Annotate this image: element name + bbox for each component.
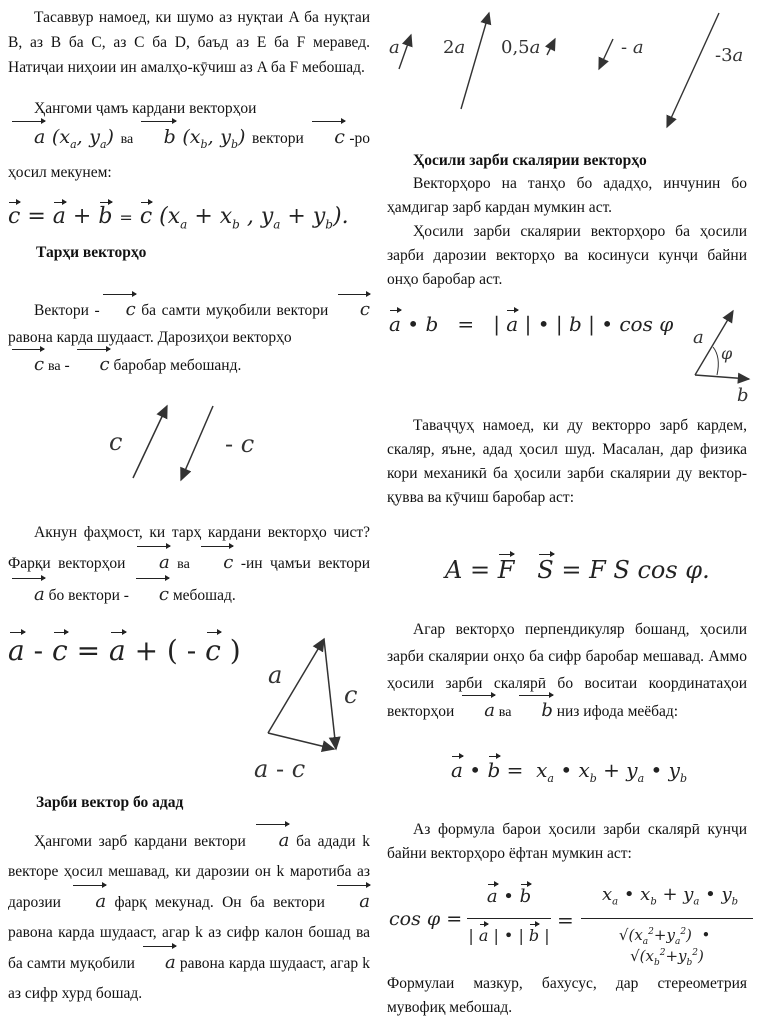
formula-vector-difference: a - c = a + ( - c ): [8, 634, 241, 667]
vector-minus-c-arrow: [181, 406, 213, 480]
label-a-minus-c: a - c: [254, 755, 306, 783]
label-c: c: [109, 428, 123, 456]
svg-text:-3a: -3a: [715, 45, 744, 66]
formula-vector-sum: c = a + b = c ($x_a + x_b$ , $y_a + y_b$).: [8, 204, 349, 232]
heading-dot-product: Ҳосили зарби скалярии векторҳо: [413, 152, 647, 169]
formula-dot-product-coordinates: a • $b = x_a$ • $x_b + y_a$ • $y_b$: [451, 758, 687, 785]
heading-vector-subtraction: Тарҳи векторҳо: [36, 244, 147, 261]
svg-text:- a: - a: [621, 37, 644, 58]
paragraph-stereometry: Формулаи мазкур, бахусус, дар стереометрия мувофиқ мебошад.: [387, 975, 747, 1016]
svg-text:a: a: [693, 327, 704, 348]
diagram-difference-triangle: [250, 625, 360, 785]
heading-vector-scalar-multiplication: Зарби вектор бо адад: [36, 794, 184, 811]
formula-cosine-angle: cos φ = a • b | a | • | b | = $x_a$ • $x_b + y_a$ • $y_b$ $√(x_a^2+y_a^2)$ • $√(x_b^2+y_b^2)$: [389, 882, 757, 962]
paragraph-opposite-vector: Вектори - c ба самти муқобили вектори c равона карда шудааст. Дарозиҳои векторҳо c ва - c баробар мебошанд.: [8, 296, 370, 380]
label-c: c: [344, 681, 358, 709]
formula-mechanical-work: A = F S = F S cos φ.: [445, 556, 710, 584]
paragraph-dot-definition: Ҳосили зарби скалярии векторҳоро ба ҳосили зарби дарозии векторҳо ва косинуси кунҷи байни онҳо баробар аст.: [387, 223, 747, 288]
vector-a-symbol: a: [8, 123, 45, 151]
diagram-angle-between-vectors: [685, 305, 760, 405]
paragraph-dot-scalar-result: Таваҷҷуҳ намоед, ки ду векторро зарб кардем, скаляр, яъне, адад ҳосил шуд. Масалан, дар физика кори механикӣ ба ҳосили зарби скалярии ду вектор-қувва ва кӯчиш баробар аст:: [387, 417, 747, 506]
diagram-scaled-vectors: [385, 5, 755, 140]
label-a: a: [268, 661, 283, 689]
svg-text:φ: φ: [721, 344, 733, 363]
paragraph-angle-formula-intro: Аз формула барои ҳосили зарби скалярӣ кунҷи байни векторҳоро ёфтан мумкин аст:: [387, 821, 747, 862]
vector-b-symbol: b: [138, 123, 176, 151]
paragraph-scalar-multiplication: Ҳангоми зарб кардани вектори a ба адади k векторе ҳосил мешавад, ки дарозии он k маротиба аз дарозии a фарқ мекунад. Он ба вектори a равона карда шудааст, агар k аз сифр калон бошад ва ба самти муқобили a равона карда шудааст, агар k аз сифр хурд бошад.: [8, 826, 370, 1009]
formula-dot-product-definition: a • b = | a | • | b | • cos φ: [389, 312, 674, 336]
paragraph-sum: Ҳангоми ҷамъ кардани векторҳои a ($x_a$, $y_a$) ва b ($x_b$, $y_b$) вектори c -ро ҳосил мекунем:: [8, 100, 370, 181]
svg-text:a: a: [389, 37, 400, 58]
diagram-vector-and-opposite: [105, 398, 275, 488]
svg-text:2a: 2a: [443, 37, 466, 58]
svg-text:b: b: [737, 385, 749, 406]
paragraph-dot-intro: Векторҳоро на танҳо бо ададҳо, инчунин бо ҳамдигар зарб кардан мумкин аст.: [387, 175, 747, 216]
paragraph-difference: Акнун фаҳмост, ки тарҳ кардани векторҳо чист? Фарқи векторҳои a ва c -ин ҷамъи вектори a бо вектори - c мебошад.: [8, 518, 370, 611]
paragraph-perpendicular: Агар векторҳо перпендикуляр бошанд, ҳосили зарби скалярии онҳо ба сифр баробар мешавад. Аммо ҳосили зарби скалярӣ бо воситаи координатаҳои векторҳои a ва b низ ифода меёбад:: [387, 616, 747, 726]
right-column: [385, 0, 760, 1024]
label-minus-c: - c: [225, 430, 255, 458]
svg-text:0,5a: 0,5a: [501, 37, 541, 58]
vector-c-arrow: [133, 406, 167, 478]
paragraph-intro: Тасаввур намоед, ки шумо аз нуқтаи A ба нуқтаи B, аз B ба C, аз C ба D, баъд аз E ба F меравед. Натиҷаи ниҳоии ин амалҳо-кӯчиш аз A ба F мебошад.: [8, 9, 370, 76]
